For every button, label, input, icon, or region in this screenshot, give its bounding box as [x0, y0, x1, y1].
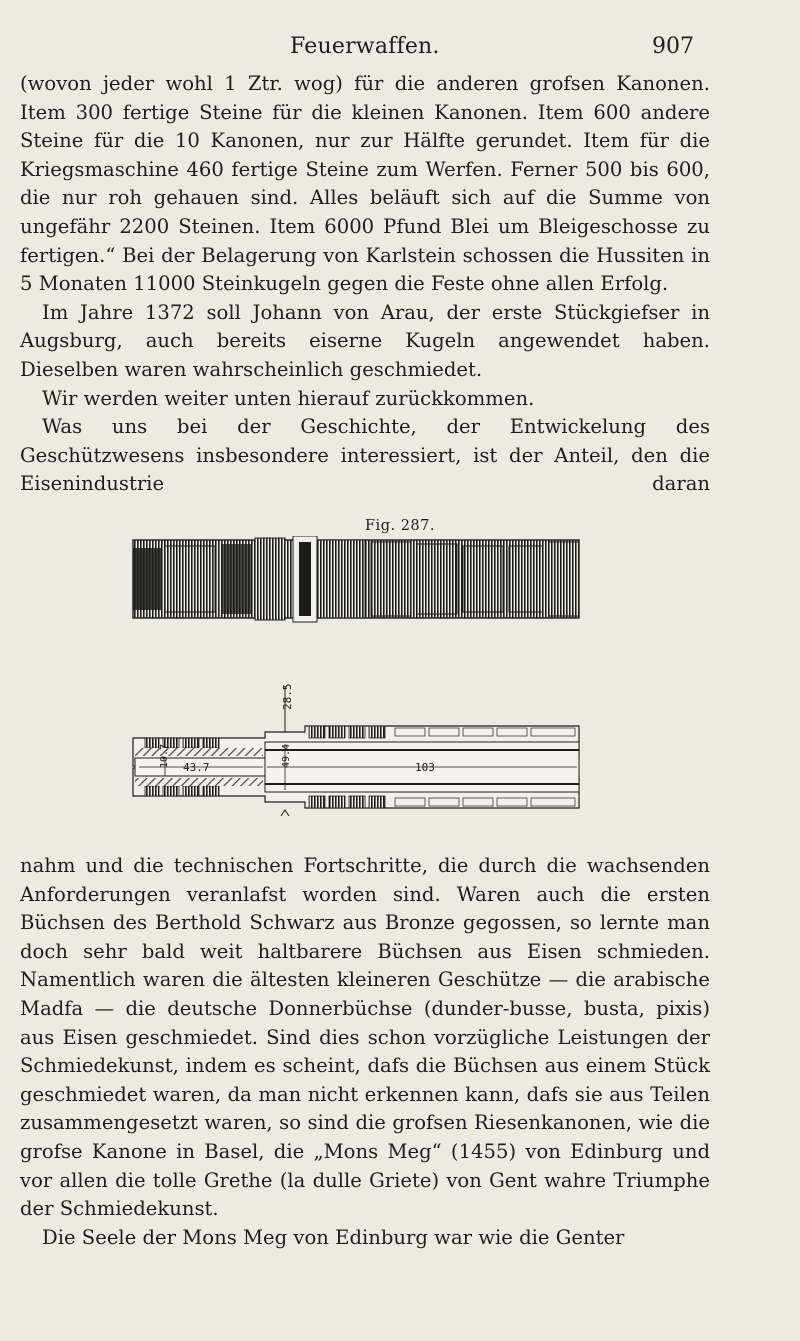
cannon-illustration [125, 536, 585, 836]
dimension-label-bore-diameter: 49.4 [281, 743, 292, 768]
dimension-label-barrel-length: 103 [415, 761, 435, 774]
paragraph: nahm und die technischen Fortschritte, die durch die wachsenden Anforderungen veranlafst worden sind. Waren auch die ersten Büchsen des Berthold Schwarz aus Bronze gegossen, so lernte man doch sehr bald weit haltbarere Büchsen aus Eisen schmieden. Namentlich waren die ältesten kleineren Geschütze — die arabische Madfa — die deutsche Donnerbüchse (dunder-busse, busta, pixis) aus Eisen geschmiedet. Sind dies schon vorzügliche Leistungen der Schmiedekunst, indem es scheint, dafs die Büchsen aus einem Stück geschmiedet waren, da man nicht erkennen kann, dafs sie aus Teilen zusammengesetzt waren, so sind die grofsen Riesenkanonen, wie die grofse Kanone in Basel, die „Mons Meg“ (1455) von Edinburg und vor allen die tolle Grethe (la dulle Griete) von Gent wahre Triumphe der Schmiedekunst. [20, 854, 710, 1221]
dimension-label-top: 28.5 [281, 683, 294, 710]
page-number: 907 [652, 34, 694, 59]
paragraph: Wir werden weiter unten hierauf zurückkommen. [42, 386, 535, 410]
text-block-bottom [20, 852, 710, 1252]
dimension-label-chamber-diameter: 10.7 [159, 743, 170, 768]
barrel-section-view [133, 684, 579, 817]
paragraph: Die Seele der Mons Meg von Edinburg war wie die Genter [42, 1225, 625, 1249]
paragraph: (wovon jeder wohl 1 Ztr. wog) für die anderen grofsen Kanonen. Item 300 fertige Steine für die kleinen Kanonen. Item 600 andere Steine für die 10 Kanonen, nur zur Hälfte gerundet. Item für die Kriegsmaschine 460 fertige Steine zum Werfen. Ferner 500 bis 600, die nur roh gehauen sind. Alles beläuft sich auf die Summe von ungefähr 2200 Steinen. Item 6000 Pfund Blei um Bleigeschosse zu fertigen.“ Bei der Belagerung von Karlstein schossen die Hussiten in 5 Monaten 11000 Steinkugeln gegen die Feste ohne allen Erfolg. [20, 72, 710, 296]
dimension-label-chamber-length: 43.7 [183, 761, 210, 774]
text-block-top [20, 70, 710, 499]
figure-caption: Fig. 287. [365, 518, 435, 534]
running-header [0, 34, 800, 64]
paragraph: Was uns bei der Geschichte, der Entwickelung des Geschützwesens insbesondere interessiert, ist der Anteil, den die Eisenindustrie daran [20, 415, 710, 496]
paragraph: Im Jahre 1372 soll Johann von Arau, der erste Stückgiefser in Augsburg, auch bereits eiserne Kugeln angewendet haben. Dieselben waren wahrscheinlich geschmiedet. [20, 300, 710, 381]
barrel-exterior-view [133, 536, 579, 622]
running-title: Feuerwaffen. [290, 34, 440, 59]
